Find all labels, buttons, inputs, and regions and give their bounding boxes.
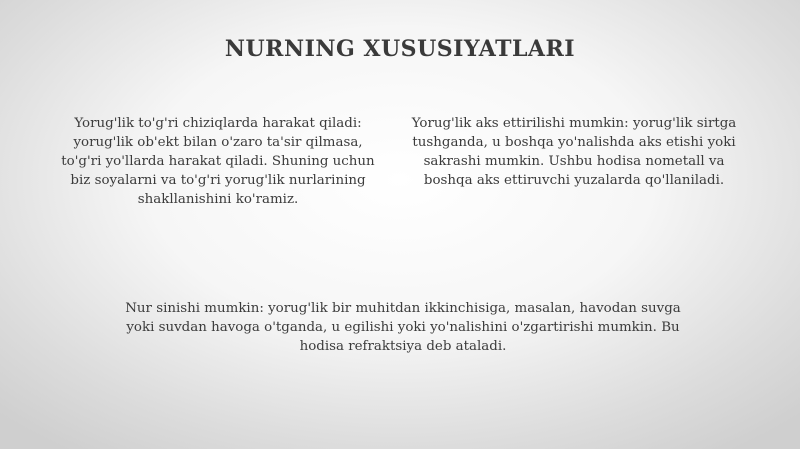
paragraph-reflection: Yorug'lik aks ettirilishi mumkin: yorug'lik sirtga tushganda, u boshqa yo'nalishda aks etishi yoki sakrashi mumkin. Ushbu hodisa nometall va boshqa aks ettiruvchi yuzalarda qo'llaniladi. bbox=[411, 116, 737, 188]
paragraph-refraction: Nur sinishi mumkin: yorug'lik bir muhitdan ikkinchisiga, masalan, havodan suvga yoki suvdan havoga o'tganda, u egilishi yoki yo'nalishini o'zgartirishi mumkin. Bu hodisa refraktsiya deb ataladi. bbox=[125, 301, 681, 354]
slide-title: NURNING XUSUSIYATLARI bbox=[224, 36, 576, 62]
paragraph-straight-line-propagation: Yorug'lik to'g'ri chiziqlarda harakat qiladi: yorug'lik ob'ekt bilan o'zaro ta'sir qilmasa, to'g'ri yo'llarda harakat qiladi. Shuning uchun biz soyalarni va to'g'ri yorug'lik nurlarining shakllanishini ko'ramiz. bbox=[61, 116, 375, 207]
